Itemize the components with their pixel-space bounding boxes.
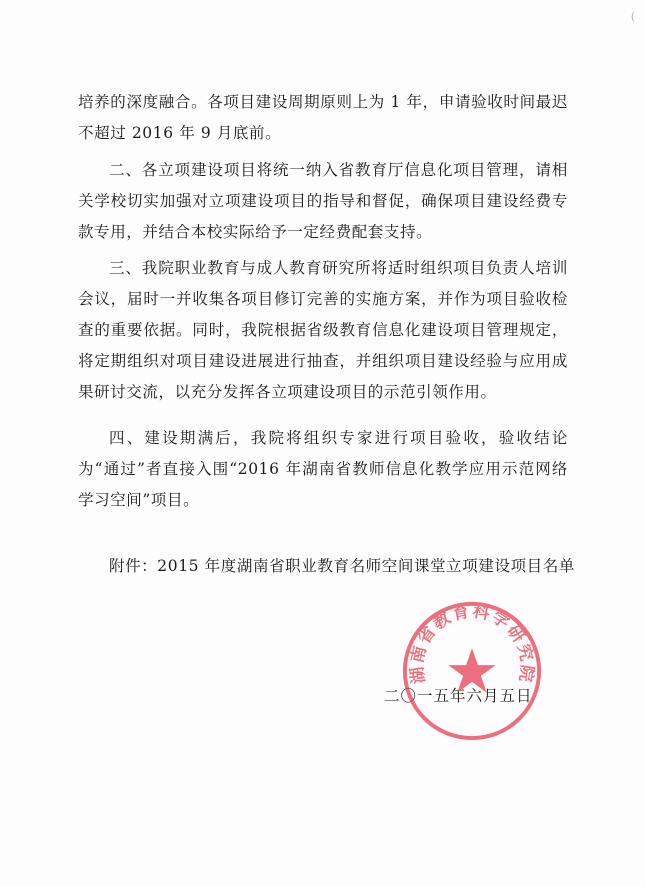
corner-mark: ( <box>630 10 635 23</box>
document-date: 二〇一五年六月五日 <box>384 687 533 705</box>
paragraph-4: 四、建设期满后，我院将组织专家进行项目验收，验收结论为“通过”者直接入围“2016 年湖南省教师信息化教学应用示范网络学习空间”项目。 <box>78 429 568 509</box>
official-seal-icon <box>398 597 546 745</box>
paragraph-1: 培养的深度融合。各项目建设周期原则上为 1 年，申请验收时间最迟不超过 2016 年 9 月底前。 <box>78 93 568 142</box>
svg-text:湖南省教育科学研究院: 湖南省教育科学研究院 <box>405 600 539 686</box>
attachment-line: 附件：2015 年度湖南省职业教育名师空间课堂立项建设项目名单 <box>109 557 575 575</box>
paragraph-2: 二、各立项建设项目将统一纳入省教育厅信息化项目管理，请相关学校切实加强对立项建设项目的指导和督促，确保项目建设经费专款专用，并结合本校实际给予一定经费配套支持。 <box>78 161 568 241</box>
paragraph-3: 三、我院职业教育与成人教育研究所将适时组织项目负责人培训会议，届时一并收集各项目修订完善的实施方案，并作为项目验收检查的重要依据。同时，我院根据省级教育信息化建设项目管理规定，将定期组织对项目建设进展进行抽查，并组织项目建设经验与应用成果研讨交流，以充分发挥各立项建设项目的示范引领作用。 <box>78 259 568 401</box>
